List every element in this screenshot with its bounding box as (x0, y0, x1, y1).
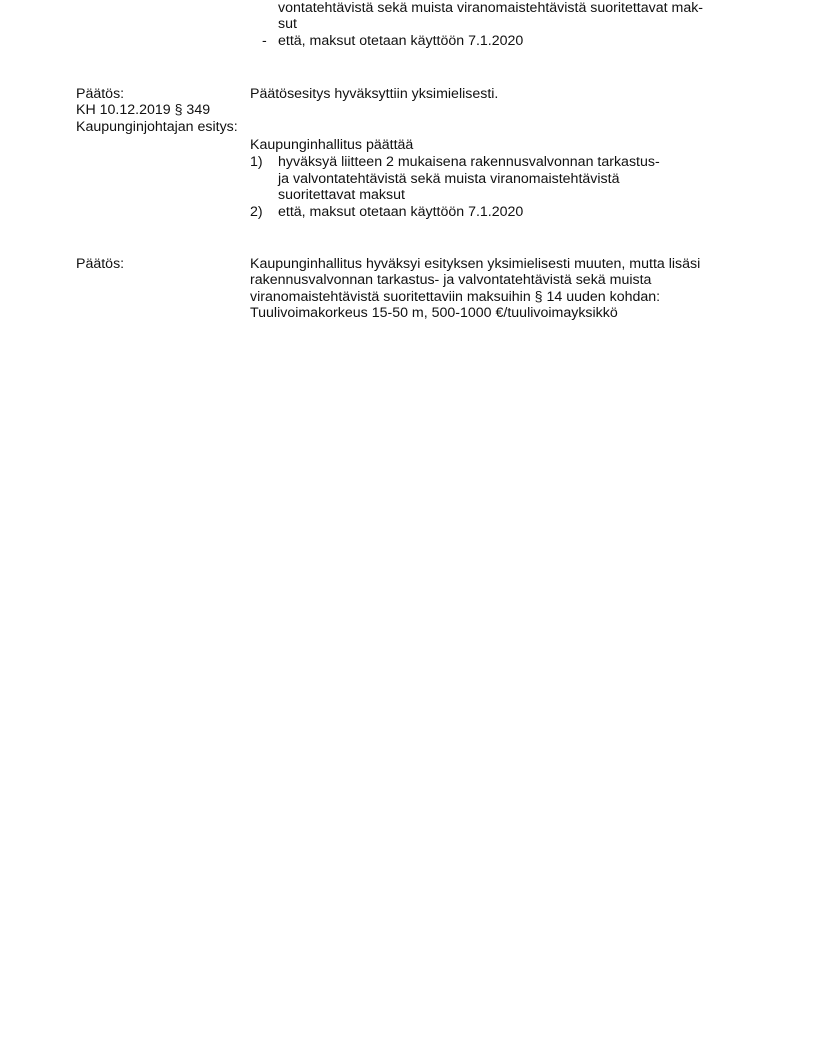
decision-label: Päätös: (76, 86, 125, 102)
list-item-line: ja valvontatehtävistä sekä muista viranomaistehtävistä (278, 171, 620, 187)
meeting-reference: KH 10.12.2019 § 349 (76, 102, 211, 118)
decision-text-line: rakennusvalvonnan tarkastus- ja valvontatehtävistä sekä muista (250, 272, 652, 288)
list-item-number: 1) (250, 154, 263, 170)
decision-text-line: Kaupunginhallitus hyväksyi esityksen yksimielisesti muuten, mutta lisäsi (250, 256, 701, 272)
continuation-line: vontatehtävistä sekä muista viranomaistehtävistä suoritettavat mak- (278, 0, 704, 16)
bullet-dash: - (262, 33, 267, 49)
proposal-label: Kaupunginjohtajan esitys: (76, 119, 238, 135)
board-intro: Kaupunginhallitus päättää (250, 137, 414, 153)
list-item-line: että, maksut otetaan käyttöön 7.1.2020 (278, 204, 524, 220)
list-item-number: 2) (250, 204, 263, 220)
decision-text-line: viranomaistehtävistä suoritettaviin maksuihin § 14 uuden kohdan: (250, 289, 661, 305)
list-item-line: hyväksyä liitteen 2 mukaisena rakennusvalvonnan tarkastus- (278, 154, 660, 170)
decision-text: Päätösesitys hyväksyttiin yksimielisesti. (250, 86, 499, 102)
bullet-text: että, maksut otetaan käyttöön 7.1.2020 (278, 33, 524, 49)
decision-label: Päätös: (76, 256, 125, 272)
continuation-line: sut (278, 16, 297, 32)
decision-text-line: Tuulivoimakorkeus 15-50 m, 500-1000 €/tuulivoimayksikkö (250, 305, 618, 321)
list-item-line: suoritettavat maksut (278, 187, 405, 203)
